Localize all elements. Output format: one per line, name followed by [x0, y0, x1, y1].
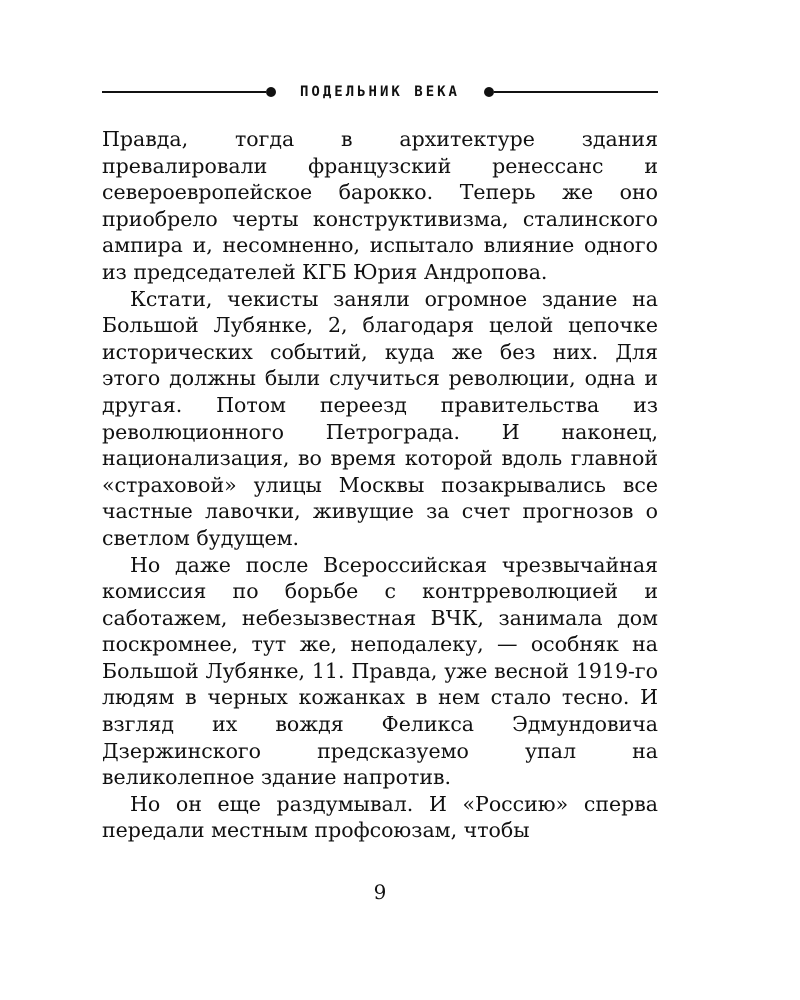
body-text [102, 126, 658, 844]
running-header-title: ПОДЕЛЬНИК ВЕКА [299, 84, 460, 100]
running-header [102, 80, 658, 104]
paragraph: Правда, тогда в архитектуре здания превалировали французский ренессанс и североевропейское барокко. Теперь же оно приобрело черты конструктивизма, сталинского ампира и, несомненно, испытало влияние одного из председателей КГБ Юрия Андропова. [102, 127, 658, 284]
page-number: 9 [373, 880, 387, 904]
paragraph: Кстати, чекисты заняли огромное здание на Большой Лубянке, 2, благодаря целой цепочке исторических событий, куда же без них. Для этого должны были случиться революции, одна и другая. Потом переезд правительства из революционного Петрограда. И наконец, национализация, во время которой вдоль главной «страховой» улицы Москвы позакрывались все частные лавочки, живущие за счет прогнозов о светлом будущем. [102, 286, 658, 550]
header-rule-right [494, 91, 658, 93]
header-bullet-right-icon [484, 87, 494, 97]
paragraph: Но даже после Всероссийская чрезвычайная комиссия по борьбе с контрреволюцией и саботажем, небезызвестная ВЧК, занимала дом поскромнее, тут же, неподалеку, — особняк на Большой Лубянке, 11. Правда, уже весной 1919-го людям в черных кожанках в нем стало тесно. И взгляд их вождя Феликса Эдмундовича Дзержинского предсказуемо упал на великолепное здание напротив. [102, 552, 658, 790]
paragraph: Но он еще раздумывал. И «Россию» сперва передали местным профсоюзам, чтобы [102, 791, 658, 843]
